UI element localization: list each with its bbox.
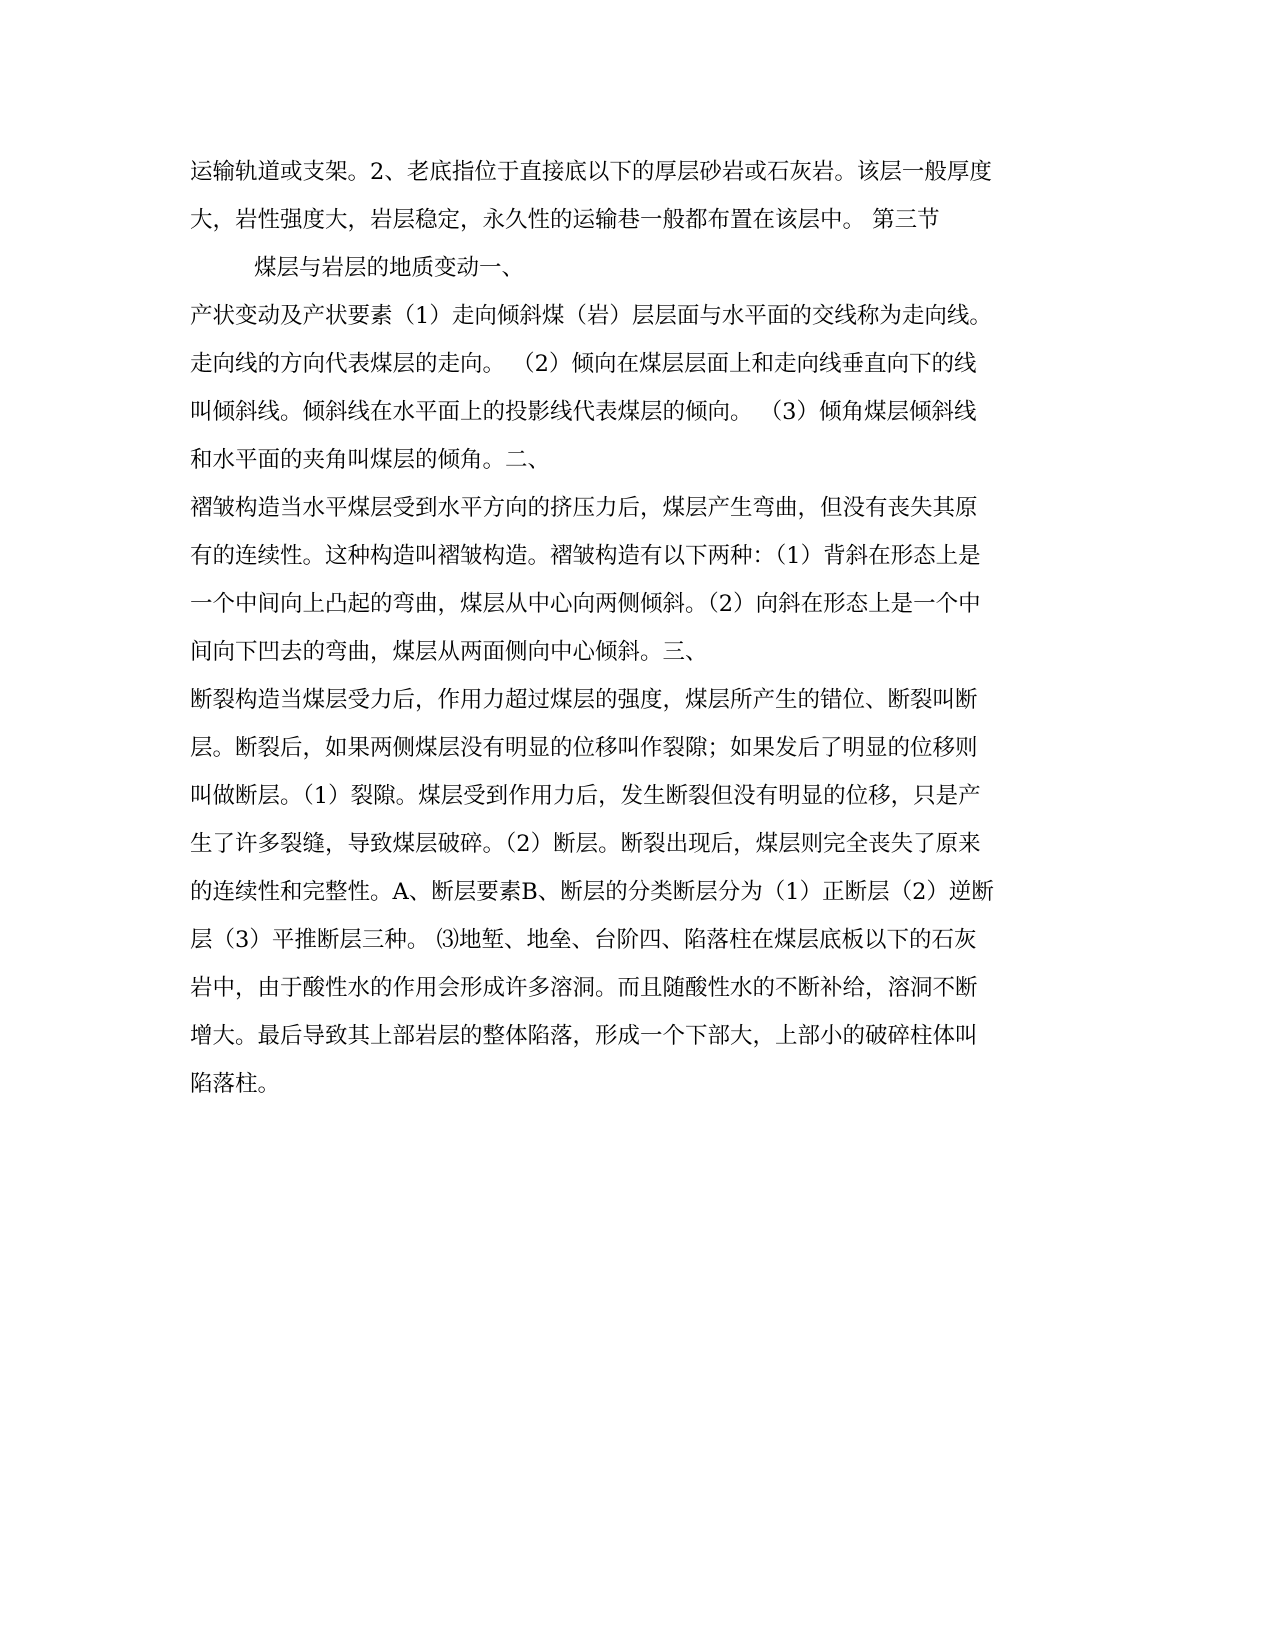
text-line: 增大。最后导致其上部岩层的整体陷落，形成一个下部大，上部小的破碎柱体叫: [190, 1023, 978, 1049]
text-line: 有的连续性。这种构造叫褶皱构造。褶皱构造有以下两种：（1）背斜在形态上是: [190, 543, 981, 569]
text-line: 生了许多裂缝，导致煤层破碎。（2）断层。断裂出现后，煤层则完全丧失了原来: [190, 831, 981, 857]
text-line: 断裂构造当煤层受力后，作用力超过煤层的强度，煤层所产生的错位、断裂叫断: [190, 687, 978, 713]
text-line: 间向下凹去的弯曲，煤层从两面侧向中心倾斜。三、: [190, 639, 708, 665]
text-line: 层（3）平推断层三种。 ⑶地堑、地垒、台阶四、陷落柱在煤层底板以下的石灰: [190, 927, 977, 953]
text-line: 陷落柱。: [190, 1071, 281, 1097]
text-line: 运输轨道或支架。2、老底指位于直接底以下的厚层砂岩或石灰岩。该层一般厚度: [190, 159, 992, 185]
text-line: 产状变动及产状要素（1）走向倾斜煤（岩）层层面与水平面的交线称为走向线。: [190, 303, 992, 329]
text-line: 大，岩性强度大，岩层稳定，永久性的运输巷一般都布置在该层中。 第三节: [190, 207, 940, 233]
text-line: 叫做断层。（1）裂隙。煤层受到作用力后，发生断裂但没有明显的位移，只是产: [190, 783, 981, 809]
text-line: 褶皱构造当水平煤层受到水平方向的挤压力后，煤层产生弯曲，但没有丧失其原: [190, 495, 978, 521]
text-line: 叫倾斜线。倾斜线在水平面上的投影线代表煤层的倾向。 （3）倾角煤层倾斜线: [190, 399, 977, 425]
text-line: 的连续性和完整性。A、断层要素B、断层的分类断层分为（1）正断层（2）逆断: [190, 879, 994, 905]
body-text: [190, 148, 1090, 1108]
text-line: 层。断裂后，如果两侧煤层没有明显的位移叫作裂隙；如果发后了明显的位移则: [190, 735, 978, 761]
text-line: 一个中间向上凸起的弯曲，煤层从中心向两侧倾斜。（2）向斜在形态上是一个中: [190, 591, 981, 617]
text-line: 走向线的方向代表煤层的走向。 （2）倾向在煤层层面上和走向线垂直向下的线: [190, 351, 977, 377]
text-line: 岩中，由于酸性水的作用会形成许多溶洞。而且随酸性水的不断补给，溶洞不断: [190, 975, 978, 1001]
text-line: 和水平面的夹角叫煤层的倾角。二、: [190, 447, 551, 473]
section-heading-line: 煤层与岩层的地质变动一、: [254, 255, 525, 281]
